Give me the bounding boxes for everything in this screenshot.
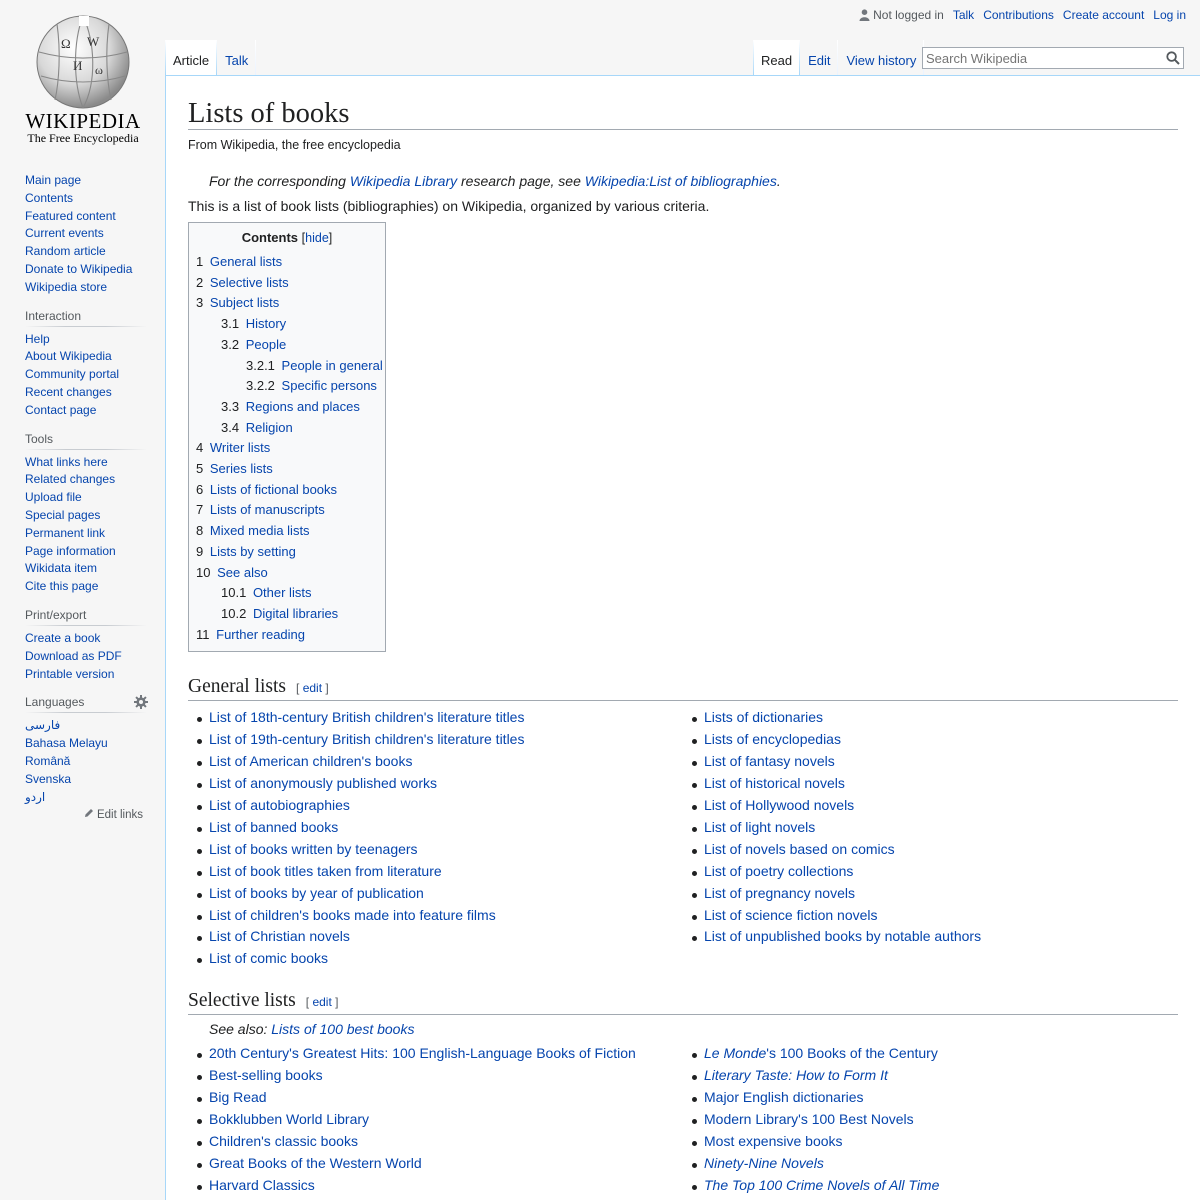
sidebar-item — [25, 261, 147, 279]
list-item — [209, 1175, 683, 1197]
list-item-title: Most expensive books — [704, 1132, 843, 1149]
list-item-link[interactable]: List of book titles taken from literature — [209, 862, 442, 879]
edit-section-link[interactable]: edit — [302, 681, 323, 696]
personal-tools — [859, 8, 1186, 22]
pencil-icon — [84, 808, 94, 818]
toc-entry-number: 1 — [196, 254, 204, 269]
sidebar-item — [25, 225, 147, 243]
sidebar-item-current-events[interactable]: Current events — [25, 226, 104, 241]
toc-entry-number: 11 — [196, 626, 210, 642]
list-item-link[interactable] — [704, 1155, 824, 1171]
toc-entry[interactable] — [196, 542, 378, 563]
toc-entry-number: 3 — [196, 295, 204, 311]
list-item-link[interactable] — [704, 1045, 938, 1061]
wikipedia-logo[interactable] — [0, 0, 165, 160]
toc-entry[interactable] — [196, 604, 378, 625]
toc-entry-number: 3.2.1 — [246, 357, 275, 373]
toc-entry-link[interactable]: Lists of manuscripts — [209, 502, 325, 518]
toc-entry-link[interactable]: Religion — [245, 419, 293, 435]
toc-entry-link[interactable]: Other lists — [252, 585, 312, 601]
toc-entry-link[interactable]: Specific persons — [281, 378, 377, 394]
sidebar — [0, 168, 165, 831]
search-input[interactable] — [926, 49, 1156, 67]
see-also-link[interactable]: Lists of 100 best books — [271, 1021, 415, 1038]
toc-entry-link[interactable]: General lists — [209, 254, 283, 269]
sidebar-item — [25, 489, 147, 507]
list-item — [209, 707, 683, 729]
toc-entry[interactable] — [196, 376, 378, 397]
sidebar-item-contact-page[interactable]: Contact page — [25, 402, 97, 417]
list-item-link[interactable]: Harvard Classics — [209, 1176, 315, 1193]
list-item-link[interactable]: Big Read — [209, 1089, 267, 1106]
hatnote-text-mid: research page, see — [457, 173, 585, 189]
list-item — [209, 729, 683, 751]
language-link-ro[interactable]: Română — [25, 753, 71, 768]
sidebar-item — [25, 717, 147, 735]
list-item — [704, 861, 1178, 883]
toc-entry-number: 10 — [196, 564, 211, 580]
list-item-link[interactable]: List of books by year of publication — [209, 884, 424, 901]
section-title: General lists — [188, 676, 287, 698]
languages-portal — [25, 693, 147, 821]
list-item-link[interactable] — [704, 1177, 939, 1193]
list-item-italic-title: Le Monde — [704, 1045, 767, 1062]
list-item — [704, 773, 1178, 795]
edit-section-link[interactable]: edit — [312, 995, 332, 1010]
sidebar-item — [25, 208, 147, 226]
list-item — [209, 1043, 683, 1065]
list-item-title: Major English dictionaries — [704, 1089, 864, 1106]
toc-hide-link[interactable]: hide — [305, 231, 329, 245]
toc-entry-number: 6 — [196, 481, 204, 497]
wikipedia-wordmark: WIKIPEDIA — [25, 109, 141, 133]
sidebar-item-download-pdf[interactable]: Download as PDF — [25, 648, 122, 663]
toc-entry-link[interactable]: People in general — [281, 357, 383, 373]
print-export-heading: Print/export — [25, 606, 147, 626]
toc-entry[interactable] — [196, 583, 378, 604]
hatnote-text-post: . — [776, 173, 781, 189]
section-title: Selective lists — [188, 990, 296, 1012]
list-item — [209, 1131, 683, 1153]
sidebar-item — [25, 348, 147, 366]
toc-entry[interactable] — [196, 480, 378, 501]
toc-entry-link[interactable]: Regions and places — [245, 398, 360, 414]
list-item-link[interactable]: List of historical novels — [704, 775, 845, 792]
list-item — [704, 1131, 1178, 1153]
languages-heading-label: Languages — [25, 695, 85, 710]
list-item — [704, 707, 1178, 729]
list-item-link[interactable]: List of 19th-century British children's literature titles — [209, 731, 525, 748]
gear-icon[interactable] — [134, 695, 148, 709]
toc-entry-link[interactable]: Lists by setting — [209, 543, 296, 559]
log-in-link[interactable]: Log in — [1153, 8, 1186, 22]
tools-heading: Tools — [25, 430, 147, 450]
list-item-link[interactable] — [704, 1111, 914, 1127]
tab-talk-label: Talk — [225, 53, 249, 68]
list-item — [704, 905, 1178, 927]
list-item-link[interactable]: List of Hollywood novels — [704, 796, 855, 813]
hatnote-text-pre: For the corresponding — [209, 173, 350, 189]
list-item-link[interactable] — [704, 1133, 843, 1149]
list-item-link[interactable]: 20th Century's Greatest Hits: 100 English-Language Books of Fiction — [209, 1045, 636, 1062]
sidebar-item-page-information[interactable]: Page information — [25, 543, 116, 558]
list-item-title: 's 100 Books of the Century — [766, 1045, 938, 1062]
sidebar-item — [25, 753, 147, 771]
list-item — [704, 795, 1178, 817]
toc-entry-number: 7 — [196, 502, 204, 518]
language-link-ms[interactable]: Bahasa Melayu — [25, 736, 108, 751]
list-item — [209, 1109, 683, 1131]
language-link-fa[interactable]: فارسی — [25, 718, 61, 733]
list-item-link[interactable]: List of Christian novels — [209, 928, 350, 945]
toc-entry-number: 9 — [196, 543, 204, 559]
sidebar-item-printable-version[interactable]: Printable version — [25, 666, 115, 681]
list-item — [704, 751, 1178, 773]
toc-entry-number: 3.3 — [221, 398, 240, 414]
section-heading-selective-lists — [188, 988, 1178, 1015]
tab-view-history[interactable] — [838, 40, 924, 75]
language-link-ur[interactable]: اردو — [25, 789, 46, 804]
list-item-link[interactable]: List of autobiographies — [209, 796, 350, 813]
sidebar-item — [25, 331, 147, 349]
search-icon[interactable] — [1166, 51, 1180, 65]
tab-edit-label: Edit — [808, 53, 831, 68]
tab-article[interactable] — [165, 40, 217, 75]
list-item — [209, 751, 683, 773]
toc-title-label: Contents — [241, 230, 299, 245]
sidebar-item — [25, 172, 147, 190]
see-also-label: See also: — [209, 1021, 272, 1038]
sidebar-item — [25, 454, 147, 472]
general-lists — [188, 707, 1178, 970]
list-item — [704, 1109, 1178, 1131]
toc-entry-link[interactable]: Lists of fictional books — [209, 481, 338, 497]
list-item-link[interactable]: List of pregnancy novels — [704, 884, 855, 901]
sidebar-item-recent-changes[interactable]: Recent changes — [25, 384, 112, 399]
toc-entry-number: 4 — [196, 440, 204, 456]
navigation-portal — [25, 172, 147, 297]
tab-edit[interactable] — [800, 40, 838, 75]
general-lists-right — [683, 707, 1178, 948]
sidebar-item — [25, 471, 147, 489]
svg-text:Ω: Ω — [61, 36, 71, 51]
list-item-link[interactable]: List of poetry collections — [704, 862, 854, 879]
language-link-sv[interactable]: Svenska — [25, 771, 72, 786]
tab-read[interactable] — [753, 40, 800, 75]
sidebar-item — [25, 735, 147, 753]
toc-entry[interactable] — [196, 335, 378, 356]
list-item — [209, 861, 683, 883]
article-content — [165, 75, 1200, 1200]
sidebar-item — [25, 384, 147, 402]
list-item-link[interactable]: List of light novels — [704, 818, 816, 835]
search-box — [922, 47, 1184, 69]
list-item-link[interactable]: Children's classic books — [209, 1132, 358, 1149]
list-item-link[interactable]: Best-selling books — [209, 1067, 323, 1084]
list-item — [704, 1087, 1178, 1109]
sidebar-item-featured-content[interactable]: Featured content — [25, 208, 116, 223]
toc-entry[interactable] — [196, 459, 378, 480]
list-item-link[interactable]: List of children's books made into feature films — [209, 906, 496, 923]
toc-entry-link[interactable]: Digital libraries — [252, 605, 339, 621]
talk-link[interactable]: Talk — [952, 8, 975, 22]
list-item — [704, 1175, 1178, 1197]
list-item-title: Modern Library's 100 Best Novels — [704, 1110, 914, 1127]
toc-entry-number: 3.4 — [221, 419, 240, 435]
toc-entry-link[interactable]: People — [245, 336, 287, 352]
sidebar-item — [25, 279, 147, 297]
list-item — [209, 795, 683, 817]
list-item — [209, 817, 683, 839]
sidebar-item — [25, 560, 147, 578]
edit-section: [ edit ] — [305, 995, 339, 1010]
list-item — [704, 817, 1178, 839]
toc-entry[interactable] — [196, 438, 378, 459]
view-tabs — [753, 40, 924, 75]
toc-entry[interactable] — [196, 418, 378, 439]
list-item — [209, 773, 683, 795]
toc-entry-link[interactable]: Further reading — [216, 626, 306, 642]
puzzle-globe-icon — [33, 12, 133, 112]
languages-heading — [25, 693, 147, 713]
list-item-link[interactable]: List of fantasy novels — [704, 753, 835, 770]
toc-entry[interactable] — [196, 397, 378, 418]
selective-lists-right — [683, 1043, 1178, 1196]
site-subtitle: From Wikipedia, the free encyclopedia — [188, 138, 401, 152]
interaction-heading: Interaction — [25, 307, 147, 327]
list-of-bibliographies-link[interactable]: Wikipedia:List of bibliographies — [584, 173, 777, 189]
general-lists-left — [188, 707, 683, 970]
sidebar-item-special-pages[interactable]: Special pages — [25, 507, 101, 522]
sidebar-item-help[interactable]: Help — [25, 331, 50, 346]
sidebar-item — [25, 543, 147, 561]
sidebar-item — [25, 402, 147, 420]
intro-paragraph: This is a list of book lists (bibliographies) on Wikipedia, organized by various criteria. — [188, 198, 710, 214]
svg-text:ω: ω — [95, 63, 103, 77]
list-item-link[interactable]: List of novels based on comics — [704, 840, 895, 857]
sidebar-item-donate[interactable]: Donate to Wikipedia — [25, 261, 133, 276]
tab-talk[interactable] — [217, 40, 256, 75]
not-logged-in-status — [859, 8, 944, 22]
toc-entry[interactable] — [196, 273, 378, 294]
list-item-link[interactable]: Lists of encyclopedias — [704, 731, 841, 748]
not-logged-in-label: Not logged in — [873, 8, 944, 22]
sidebar-item — [25, 771, 147, 789]
tab-read-label: Read — [761, 53, 793, 68]
toc-list — [196, 252, 383, 645]
list-item-link[interactable]: List of unpublished books by notable authors — [704, 928, 982, 945]
table-of-contents — [188, 222, 386, 652]
sidebar-item-related-changes[interactable]: Related changes — [25, 472, 116, 487]
toc-entry-link[interactable]: Series lists — [209, 461, 273, 477]
toc-entry-number: 3.1 — [221, 316, 240, 332]
list-item — [704, 1065, 1178, 1087]
wikipedia-library-link[interactable]: Wikipedia Library — [349, 173, 458, 189]
list-item-link[interactable]: List of 18th-century British children's literature titles — [209, 709, 525, 726]
user-icon — [859, 9, 870, 21]
sidebar-item — [25, 789, 147, 807]
page-title: Lists of books — [188, 76, 1178, 130]
list-item-link[interactable]: List of anonymously published works — [209, 775, 438, 792]
sidebar-item — [25, 366, 147, 384]
namespace-tabs — [165, 40, 256, 75]
toc-entry-number: 3.2 — [221, 336, 240, 352]
toc-title — [196, 230, 378, 245]
sidebar-item-store[interactable]: Wikipedia store — [25, 279, 108, 294]
sidebar-item — [25, 578, 147, 596]
list-item-italic-title: Ninety-Nine Novels — [704, 1154, 824, 1171]
toc-entry-link[interactable]: Subject lists — [209, 295, 280, 311]
toc-entry-number: 5 — [196, 461, 204, 477]
list-item — [209, 883, 683, 905]
list-item-link[interactable]: Great Books of the Western World — [209, 1154, 422, 1171]
list-item-link[interactable] — [704, 1089, 864, 1105]
toc-toggle: [hide] — [301, 231, 333, 245]
sidebar-item-random-article[interactable]: Random article — [25, 244, 106, 259]
toc-entry-link[interactable]: Mixed media lists — [209, 523, 310, 539]
sidebar-item-upload-file[interactable]: Upload file — [25, 490, 82, 505]
edit-section: [ edit ] — [296, 681, 329, 696]
tab-article-label: Article — [173, 53, 210, 68]
contributions-link[interactable]: Contributions — [983, 8, 1054, 22]
list-item — [209, 1153, 683, 1175]
list-item-link[interactable]: List of comic books — [209, 950, 329, 967]
tools-portal — [25, 430, 147, 596]
sidebar-item-main-page[interactable]: Main page — [25, 173, 82, 187]
toc-entry[interactable] — [196, 625, 378, 646]
create-account-link[interactable]: Create account — [1062, 8, 1145, 22]
list-item-link[interactable]: List of banned books — [209, 818, 339, 835]
selective-lists — [188, 1043, 1178, 1196]
toc-entry[interactable] — [196, 500, 378, 521]
selective-lists-left — [188, 1043, 683, 1196]
sidebar-item — [25, 648, 147, 666]
list-item-link[interactable] — [704, 1067, 888, 1083]
sidebar-item-wikidata-item[interactable]: Wikidata item — [25, 561, 98, 576]
list-item — [209, 839, 683, 861]
list-item-italic-title: The Top 100 Crime Novels of All Time — [704, 1176, 940, 1193]
list-item — [704, 883, 1178, 905]
toc-entry[interactable] — [196, 563, 378, 584]
toc-entry-number: 10.2 — [221, 605, 247, 621]
list-item — [704, 926, 1178, 948]
see-also-note — [188, 1021, 1178, 1037]
sidebar-item — [25, 666, 147, 684]
sidebar-item-what-links-here[interactable]: What links here — [25, 454, 108, 469]
list-item — [209, 905, 683, 927]
sidebar-item — [25, 525, 147, 543]
toc-entry-link[interactable]: Writer lists — [209, 440, 271, 456]
sidebar-item-community-portal[interactable]: Community portal — [25, 367, 120, 382]
wikipedia-tagline: The Free Encyclopedia — [27, 131, 139, 145]
svg-text:И: И — [73, 58, 83, 73]
list-item-link[interactable]: List of science fiction novels — [704, 906, 878, 923]
toc-entry-number: 8 — [196, 523, 204, 539]
tab-view-history-label: View history — [846, 53, 917, 68]
toc-entry[interactable] — [196, 314, 378, 335]
toc-entry[interactable] — [196, 252, 378, 273]
section-heading-general-lists — [188, 674, 1178, 701]
list-item-link[interactable]: List of books written by teenagers — [209, 840, 418, 857]
list-item — [704, 839, 1178, 861]
list-item — [209, 1087, 683, 1109]
list-item — [704, 729, 1178, 751]
print-export-portal — [25, 606, 147, 683]
toc-entry[interactable] — [196, 356, 383, 377]
sidebar-item-permanent-link[interactable]: Permanent link — [25, 525, 106, 540]
list-item — [704, 1043, 1178, 1065]
svg-text:W: W — [87, 34, 100, 49]
sidebar-item-cite-this-page[interactable]: Cite this page — [25, 579, 99, 594]
toc-entry[interactable] — [196, 521, 378, 542]
list-item — [209, 926, 683, 948]
list-item-link[interactable]: Bokklubben World Library — [209, 1110, 370, 1127]
list-item-link[interactable]: List of American children's books — [209, 753, 413, 770]
edit-links[interactable] — [25, 808, 147, 821]
interaction-portal — [25, 307, 147, 420]
sidebar-item — [25, 190, 147, 208]
sidebar-item — [25, 243, 147, 261]
edit-links-label: Edit links — [96, 809, 143, 822]
sidebar-item — [25, 630, 147, 648]
toc-entry-number: 2 — [196, 274, 204, 290]
list-item — [704, 1153, 1178, 1175]
sidebar-item — [25, 507, 147, 525]
list-item-italic-title: Literary Taste: How to Form It — [704, 1067, 888, 1084]
sidebar-item-create-book[interactable]: Create a book — [25, 630, 101, 645]
toc-entry-link[interactable]: History — [245, 316, 287, 332]
toc-entry-number: 3.2.2 — [246, 378, 275, 394]
list-item — [209, 948, 683, 970]
list-item-link[interactable]: Lists of dictionaries — [704, 709, 824, 726]
sidebar-item-about[interactable]: About Wikipedia — [25, 349, 112, 364]
toc-entry[interactable] — [196, 293, 378, 314]
toc-entry-number: 10.1 — [221, 585, 247, 601]
toc-entry-link[interactable]: Selective lists — [209, 274, 289, 290]
hatnote — [188, 173, 1178, 189]
list-item — [209, 1065, 683, 1087]
sidebar-item-contents[interactable]: Contents — [25, 190, 74, 205]
toc-entry-link[interactable]: See also — [217, 564, 268, 580]
